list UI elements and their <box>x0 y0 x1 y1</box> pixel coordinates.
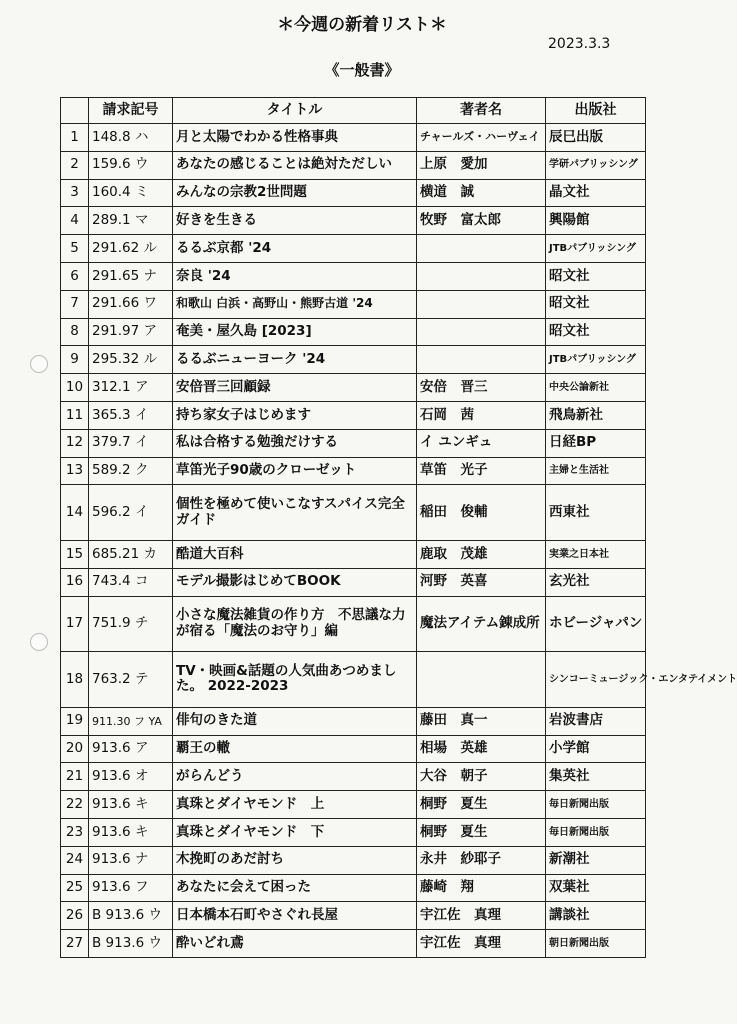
call-number: 763.2 テ <box>89 652 173 708</box>
book-title: 真珠とダイヤモンド 上 <box>173 791 417 819</box>
table-row <box>61 596 646 652</box>
book-title: 好きを生きる <box>173 207 417 235</box>
table-row <box>61 540 646 568</box>
row-number: 6 <box>61 262 89 290</box>
author-name: 桐野 夏生 <box>417 791 546 819</box>
book-title: あなたの感じることは絶対ただしい <box>173 151 417 179</box>
publisher-name: 晶文社 <box>546 179 646 207</box>
table-row <box>61 846 646 874</box>
call-number: 365.3 イ <box>89 401 173 429</box>
book-title: 和歌山 白浜・高野山・熊野古道 '24 <box>173 290 417 318</box>
row-number: 7 <box>61 290 89 318</box>
call-number: 913.6 ナ <box>89 846 173 874</box>
new-books-table <box>60 97 737 958</box>
row-number: 24 <box>61 846 89 874</box>
publisher-name: 辰巳出版 <box>546 124 646 152</box>
call-number: 289.1 マ <box>89 207 173 235</box>
table-header-row <box>61 98 646 124</box>
table-row <box>61 707 646 735</box>
call-number: 159.6 ウ <box>89 151 173 179</box>
book-title: るるぶ京都 '24 <box>173 235 417 263</box>
author-name: 桐野 夏生 <box>417 818 546 846</box>
publisher-name: 日経BP <box>546 429 646 457</box>
author-name <box>417 652 546 708</box>
author-name: 魔法アイテム錬成所 <box>417 596 546 652</box>
call-number: 685.21 カ <box>89 540 173 568</box>
publisher-name: 毎日新聞出版 <box>546 818 646 846</box>
row-number: 16 <box>61 568 89 596</box>
book-title: るるぶニューヨーク '24 <box>173 346 417 374</box>
publisher-name: 岩波書店 <box>546 707 646 735</box>
row-number: 26 <box>61 902 89 930</box>
row-number: 5 <box>61 235 89 263</box>
author-name: 河野 英喜 <box>417 568 546 596</box>
author-name: 稲田 俊輔 <box>417 485 546 541</box>
row-number: 23 <box>61 818 89 846</box>
row-number: 9 <box>61 346 89 374</box>
row-number: 13 <box>61 457 89 485</box>
publisher-name: シンコーミュージック・エンタテイメント <box>546 652 646 708</box>
call-number: 312.1 ア <box>89 374 173 402</box>
author-name: 藤田 真一 <box>417 707 546 735</box>
row-number: 15 <box>61 540 89 568</box>
book-title: がらんどう <box>173 763 417 791</box>
publisher-name: 玄光社 <box>546 568 646 596</box>
author-name: 永井 紗耶子 <box>417 846 546 874</box>
book-title: モデル撮影はじめてBOOK <box>173 568 417 596</box>
call-number: 148.8 ハ <box>89 124 173 152</box>
book-title: みんなの宗教2世問題 <box>173 179 417 207</box>
list-date: 2023.3.3 <box>548 36 611 52</box>
book-title: 奈良 '24 <box>173 262 417 290</box>
call-number: 160.4 ミ <box>89 179 173 207</box>
book-title: 安倍晋三回顧録 <box>173 374 417 402</box>
publisher-name: 毎日新聞出版 <box>546 791 646 819</box>
publisher-name: 朝日新聞出版 <box>546 930 646 958</box>
author-name: 宇江佐 真理 <box>417 930 546 958</box>
book-title: 奄美・屋久島 [2023] <box>173 318 417 346</box>
row-number: 14 <box>61 485 89 541</box>
author-name: 相場 英雄 <box>417 735 546 763</box>
header-number <box>61 98 89 124</box>
author-name: 横道 誠 <box>417 179 546 207</box>
table-body <box>61 124 737 958</box>
publisher-name: 小学館 <box>546 735 646 763</box>
publisher-name: 飛鳥新社 <box>546 401 646 429</box>
row-number: 2 <box>61 151 89 179</box>
row-number: 17 <box>61 596 89 652</box>
table-row <box>61 207 646 235</box>
author-name: 藤崎 翔 <box>417 874 546 902</box>
punch-hole-top <box>30 355 48 373</box>
table-row <box>61 235 646 263</box>
call-number: 913.6 ア <box>89 735 173 763</box>
publisher-name: 学研パブリッシング <box>546 151 646 179</box>
row-number: 27 <box>61 930 89 958</box>
publisher-name: 中央公論新社 <box>546 374 646 402</box>
table-row <box>61 401 646 429</box>
table-row <box>61 179 646 207</box>
row-number: 12 <box>61 429 89 457</box>
book-title: 日本橋本石町やさぐれ長屋 <box>173 902 417 930</box>
book-title: 草笛光子90歳のクローゼット <box>173 457 417 485</box>
table-row <box>61 374 646 402</box>
call-number: 913.6 キ <box>89 818 173 846</box>
call-number: B 913.6 ウ <box>89 902 173 930</box>
table-row <box>61 485 646 541</box>
row-number: 3 <box>61 179 89 207</box>
publisher-name: 興陽館 <box>546 207 646 235</box>
book-title: 持ち家女子はじめます <box>173 401 417 429</box>
call-number: 379.7 イ <box>89 429 173 457</box>
row-number: 21 <box>61 763 89 791</box>
table-row <box>61 568 646 596</box>
author-name <box>417 235 546 263</box>
table-row <box>61 124 646 152</box>
call-number: 743.4 コ <box>89 568 173 596</box>
header-publisher: 出版社 <box>546 98 646 124</box>
publisher-name: 新潮社 <box>546 846 646 874</box>
book-title: 月と太陽でわかる性格事典 <box>173 124 417 152</box>
publisher-name: JTBパブリッシング <box>546 235 646 263</box>
call-number: 913.6 キ <box>89 791 173 819</box>
publisher-name: 双葉社 <box>546 874 646 902</box>
row-number: 22 <box>61 791 89 819</box>
table-row <box>61 151 646 179</box>
call-number: 913.6 フ <box>89 874 173 902</box>
table-row <box>61 818 646 846</box>
call-number: 291.65 ナ <box>89 262 173 290</box>
publisher-name: 講談社 <box>546 902 646 930</box>
author-name <box>417 318 546 346</box>
book-title: 木挽町のあだ討ち <box>173 846 417 874</box>
row-number: 1 <box>61 124 89 152</box>
publisher-name: JTBパブリッシング <box>546 346 646 374</box>
author-name <box>417 346 546 374</box>
author-name: 牧野 富太郎 <box>417 207 546 235</box>
header-title: タイトル <box>173 98 417 124</box>
book-title: 個性を極めて使いこなすスパイス完全ガイド <box>173 485 417 541</box>
row-number: 4 <box>61 207 89 235</box>
page-title: ＊今週の新着リスト＊ <box>277 15 447 35</box>
publisher-name: 昭文社 <box>546 290 646 318</box>
table-row <box>61 318 646 346</box>
call-number: 291.62 ル <box>89 235 173 263</box>
table-row <box>61 791 646 819</box>
table-row <box>61 735 646 763</box>
publisher-name: 主婦と生活社 <box>546 457 646 485</box>
row-number: 20 <box>61 735 89 763</box>
author-name <box>417 290 546 318</box>
table-row <box>61 457 646 485</box>
row-number: 11 <box>61 401 89 429</box>
book-title: 覇王の轍 <box>173 735 417 763</box>
table-row <box>61 652 646 708</box>
table-row <box>61 262 646 290</box>
author-name: イ ユンギュ <box>417 429 546 457</box>
table-row <box>61 930 646 958</box>
author-name: 大谷 朝子 <box>417 763 546 791</box>
book-title: 小さな魔法雑貨の作り方 不思議な力が宿る「魔法のお守り」編 <box>173 596 417 652</box>
table-row <box>61 346 646 374</box>
row-number: 8 <box>61 318 89 346</box>
call-number: 913.6 オ <box>89 763 173 791</box>
row-number: 18 <box>61 652 89 708</box>
author-name: 草笛 光子 <box>417 457 546 485</box>
book-title: TV・映画&話題の人気曲あつめました。 2022-2023 <box>173 652 417 708</box>
publisher-name: ホビージャパン <box>546 596 646 652</box>
author-name: 上原 愛加 <box>417 151 546 179</box>
call-number: 751.9 チ <box>89 596 173 652</box>
publisher-name: 実業之日本社 <box>546 540 646 568</box>
row-number: 25 <box>61 874 89 902</box>
punch-hole-bottom <box>30 633 48 651</box>
book-title: 私は合格する勉強だけする <box>173 429 417 457</box>
book-title: 酷道大百科 <box>173 540 417 568</box>
author-name: 宇江佐 真理 <box>417 902 546 930</box>
page-subtitle: 《一般書》 <box>324 61 400 79</box>
call-number: 291.97 ア <box>89 318 173 346</box>
call-number: 295.32 ル <box>89 346 173 374</box>
author-name: 石岡 茜 <box>417 401 546 429</box>
publisher-name: 集英社 <box>546 763 646 791</box>
table-row <box>61 874 646 902</box>
header-author: 著者名 <box>417 98 546 124</box>
author-name: 安倍 晋三 <box>417 374 546 402</box>
author-name: 鹿取 茂雄 <box>417 540 546 568</box>
book-title: 酔いどれ鳶 <box>173 930 417 958</box>
header-call-number: 請求記号 <box>89 98 173 124</box>
book-title: 俳句のきた道 <box>173 707 417 735</box>
book-title: 真珠とダイヤモンド 下 <box>173 818 417 846</box>
call-number: 596.2 イ <box>89 485 173 541</box>
call-number: 589.2 ク <box>89 457 173 485</box>
author-name <box>417 262 546 290</box>
call-number: 911.30 フ YA <box>89 707 173 735</box>
publisher-name: 西東社 <box>546 485 646 541</box>
publisher-name: 昭文社 <box>546 262 646 290</box>
row-number: 19 <box>61 707 89 735</box>
table-row <box>61 763 646 791</box>
table-row <box>61 429 646 457</box>
table-row <box>61 290 646 318</box>
row-number: 10 <box>61 374 89 402</box>
author-name: チャールズ・ハーヴェイ <box>417 124 546 152</box>
table-row <box>61 902 646 930</box>
publisher-name: 昭文社 <box>546 318 646 346</box>
call-number: 291.66 ワ <box>89 290 173 318</box>
book-title: あなたに会えて困った <box>173 874 417 902</box>
call-number: B 913.6 ウ <box>89 930 173 958</box>
